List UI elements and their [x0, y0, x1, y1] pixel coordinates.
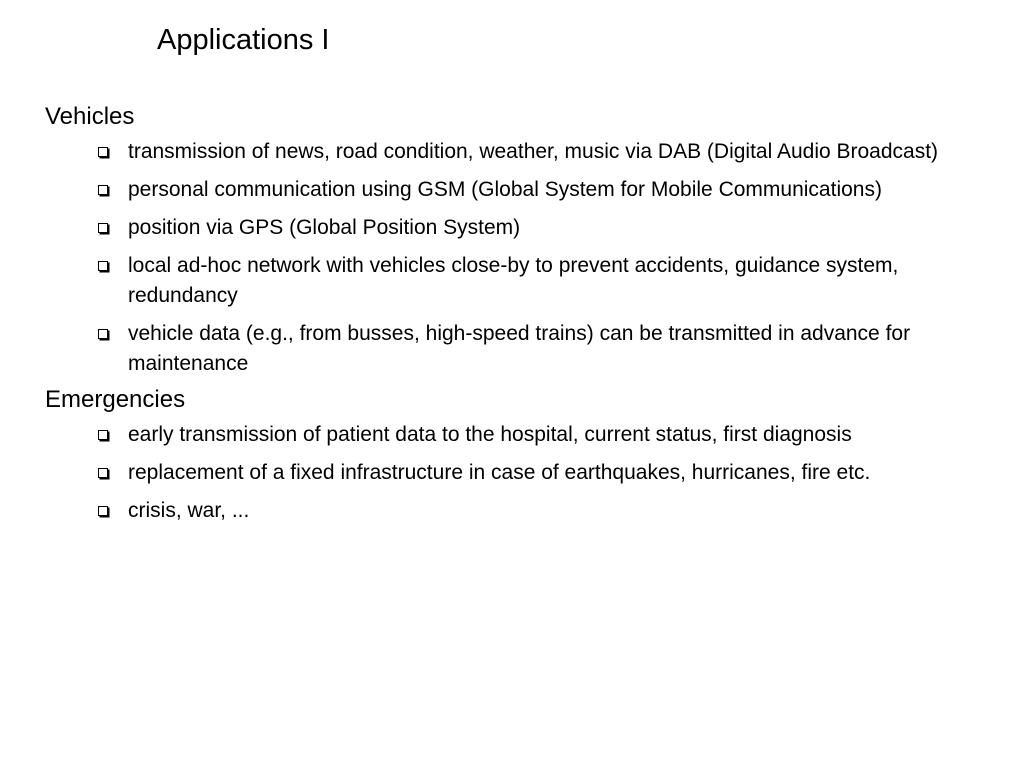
hollow-square-bullet-icon — [98, 147, 108, 157]
slide-content — [45, 101, 980, 526]
section-heading: Vehicles — [45, 103, 135, 130]
list-item — [45, 213, 980, 243]
hollow-square-bullet-icon — [98, 506, 108, 516]
section-heading: Emergencies — [45, 386, 186, 413]
list-item — [45, 496, 980, 526]
bullet-list — [45, 137, 980, 379]
hollow-square-bullet-icon — [98, 261, 108, 271]
list-item — [45, 319, 980, 379]
section-vehicles — [45, 101, 980, 379]
bullet-list — [45, 420, 980, 526]
hollow-square-bullet-icon — [98, 329, 108, 339]
hollow-square-bullet-icon — [98, 223, 108, 233]
list-item-text: replacement of a fixed infrastructure in case of earthquakes, hurricanes, fire etc. — [128, 461, 871, 484]
list-item — [45, 175, 980, 205]
hollow-square-bullet-icon — [98, 468, 108, 478]
list-item — [45, 137, 980, 167]
slide-title: Applications I — [157, 24, 330, 56]
list-item — [45, 251, 980, 311]
list-item-text: early transmission of patient data to the hospital, current status, first diagnosis — [128, 423, 852, 446]
hollow-square-bullet-icon — [98, 185, 108, 195]
section-emergencies — [45, 384, 980, 526]
list-item — [45, 458, 980, 488]
list-item-text: local ad-hoc network with vehicles close-by to prevent accidents, guidance system, redundancy — [128, 254, 899, 307]
list-item-text: crisis, war, ... — [128, 499, 250, 522]
list-item-text: transmission of news, road condition, weather, music via DAB (Digital Audio Broadcast) — [128, 140, 939, 163]
list-item-text: personal communication using GSM (Global System for Mobile Communications) — [128, 178, 882, 201]
list-item-text: position via GPS (Global Position System) — [128, 216, 521, 239]
list-item — [45, 420, 980, 450]
hollow-square-bullet-icon — [98, 430, 108, 440]
list-item-text: vehicle data (e.g., from busses, high-speed trains) can be transmitted in advance for maintenance — [128, 322, 911, 375]
